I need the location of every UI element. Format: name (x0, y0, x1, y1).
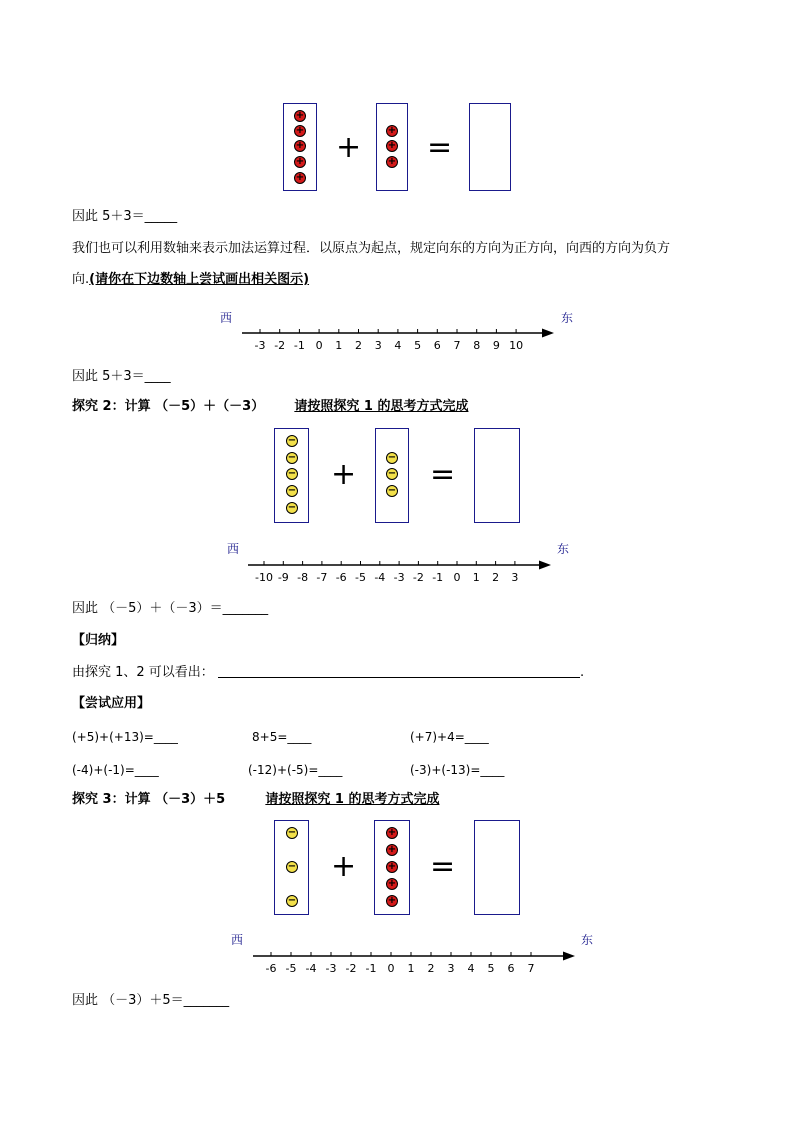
number-line-3 (253, 948, 583, 978)
answer-box[interactable] (469, 103, 511, 191)
summary-period: . (580, 665, 585, 680)
tick-label: -9 (277, 571, 289, 584)
answer-box[interactable] (474, 428, 520, 523)
negative-chip: − (287, 468, 297, 479)
negative-chip: − (287, 502, 297, 513)
positive-chip: + (387, 895, 397, 906)
positive-chip: + (295, 140, 305, 151)
practice-item: (-3)+(-13)=____ (410, 763, 505, 777)
tick-label: -3 (393, 571, 405, 584)
negative-chip: − (287, 452, 297, 463)
practice-heading: 【尝试应用】 (72, 696, 151, 711)
tick-label: 2 (427, 962, 435, 975)
explore2-result: 因此 （－5）＋（－3）＝_______ (72, 601, 269, 616)
tick-label: -6 (335, 571, 347, 584)
summary-line (72, 664, 214, 682)
explore3-hint: 请按照探究 1 的思考方式完成 (265, 792, 440, 807)
negative-chip: − (287, 435, 297, 446)
explore3-heading (72, 791, 439, 809)
number-line-1 (242, 325, 562, 355)
east-label: 东 (557, 542, 570, 556)
negative-chip: − (387, 452, 397, 463)
tick-label: 5 (414, 339, 422, 352)
negative-chip: − (287, 895, 297, 906)
positive-chip: + (387, 125, 397, 136)
practice-item: 8+5=____ (252, 730, 312, 744)
tick-label: 7 (453, 339, 461, 352)
tick-label: 8 (473, 339, 481, 352)
west-label: 西 (220, 311, 233, 325)
tick-label: 2 (492, 571, 500, 584)
tick-label: 0 (387, 962, 395, 975)
positive-chip: + (295, 125, 305, 136)
tick-label: 1 (472, 571, 480, 584)
tick-label: -10 (255, 571, 273, 584)
tick-label: -3 (325, 962, 337, 975)
tick-label: 1 (407, 962, 415, 975)
tick-label: 2 (355, 339, 362, 352)
plus-sign: + (331, 457, 357, 492)
tick-label: -4 (374, 571, 386, 584)
explore2-title: 探究 2：计算 （－5）＋（－3） (72, 399, 265, 414)
west-label: 西 (227, 542, 240, 556)
positive-chip: + (387, 844, 397, 855)
positive-chip: + (295, 172, 305, 183)
explore2-heading (72, 398, 468, 416)
east-label: 东 (581, 933, 594, 947)
tick-label: -7 (316, 571, 328, 584)
number-line-2 (248, 557, 568, 587)
tick-label: 3 (374, 339, 382, 352)
tick-label: 5 (487, 962, 495, 975)
negative-chip: − (287, 827, 297, 838)
plus-sign: + (331, 849, 357, 884)
equals-sign: = (430, 457, 456, 492)
equals-sign: = (430, 849, 456, 884)
tick-label: 4 (394, 339, 402, 352)
positive-chip: + (387, 140, 397, 151)
practice-item: (+5)+(+13)=____ (72, 730, 178, 744)
tick-label: -1 (365, 962, 377, 975)
tick-label: -4 (305, 962, 317, 975)
summary-heading: 【归纳】 (72, 633, 125, 648)
positive-chip: + (295, 110, 305, 121)
practice-item: (-4)+(-1)=____ (72, 763, 159, 777)
tick-label: 1 (335, 339, 343, 352)
explore3-title: 探究 3：计算 （－3）＋5 (72, 792, 226, 807)
tick-label: -5 (355, 571, 366, 584)
tick-label: 3 (511, 571, 519, 584)
negative-chip: − (287, 861, 297, 872)
explore1-result-2: 因此 5＋3＝____ (72, 369, 171, 384)
tick-label: 0 (453, 571, 461, 584)
tick-label: -8 (297, 571, 309, 584)
numberline-intro: 我们也可以利用数轴来表示加法运算过程．以原点为起点，规定向东的方向为正方向，向西的方向为负方 (72, 241, 671, 256)
tick-label: 4 (467, 962, 475, 975)
tick-label: -2 (412, 571, 424, 584)
tick-label: 10 (509, 339, 524, 352)
explore3-result: 因此 （－3）＋5＝_______ (72, 993, 230, 1008)
explore1-result-1: 因此 5＋3＝_____ (72, 209, 178, 224)
tick-label: 6 (507, 962, 515, 975)
tick-label: 9 (492, 339, 500, 352)
practice-item: (-12)+(-5)=____ (248, 763, 343, 777)
positive-chip: + (387, 827, 397, 838)
positive-chip: + (387, 861, 397, 872)
equals-sign: = (427, 130, 453, 165)
tick-label: -2 (274, 339, 286, 352)
tick-label: 0 (315, 339, 323, 352)
tick-label: -2 (345, 962, 357, 975)
positive-chip: + (387, 156, 397, 167)
tick-label: 6 (433, 339, 441, 352)
explore2-hint: 请按照探究 1 的思考方式完成 (294, 399, 469, 414)
positive-chip: + (295, 156, 305, 167)
practice-item: (+7)+4=____ (410, 730, 489, 744)
negative-chip: − (387, 468, 397, 479)
answer-box[interactable] (474, 820, 520, 915)
tick-label: 3 (447, 962, 455, 975)
negative-chip: − (387, 485, 397, 496)
tick-label: -5 (285, 962, 297, 975)
numberline-intro-2: 向. (72, 272, 90, 287)
numberline-intro-cont (72, 271, 309, 289)
tick-label: -3 (254, 339, 266, 352)
summary-blank[interactable] (218, 677, 580, 678)
negative-chip: − (287, 485, 297, 496)
tick-label: -1 (432, 571, 444, 584)
tick-label: 7 (527, 962, 535, 975)
numberline-hint: (请你在下边数轴上尝试画出相关图示) (89, 272, 310, 287)
tick-label: -6 (265, 962, 277, 975)
summary-text: 由探究 1、2 可以看出： (72, 665, 214, 680)
positive-chip: + (387, 878, 397, 889)
tick-label: -1 (293, 339, 305, 352)
east-label: 东 (561, 311, 574, 325)
plus-sign: + (336, 130, 362, 165)
west-label: 西 (231, 933, 244, 947)
